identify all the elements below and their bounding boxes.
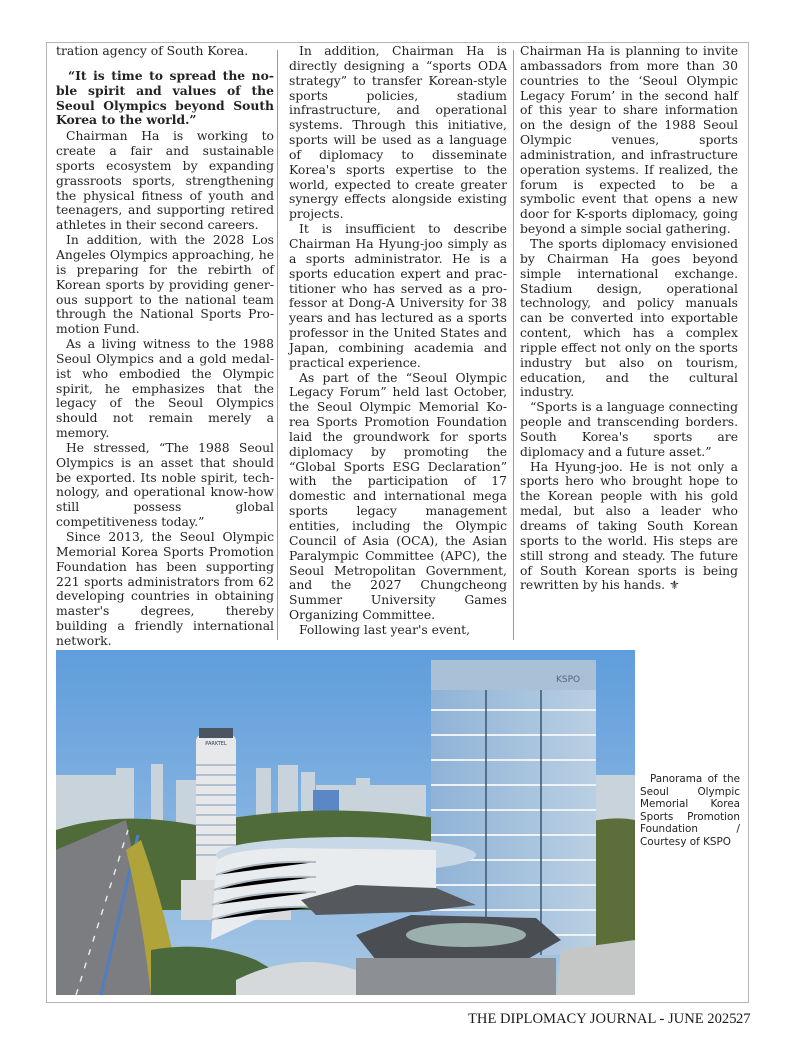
paragraph: tration agency of South Korea.	[56, 44, 249, 58]
building-sign: KSPO	[556, 675, 581, 685]
paragraph: It is insufficient to describe Chairman Ha Hyung-joo simply as a sports administrator. He is a sports education expert and practitioner who has served as a professor at Dong-A University for 38 years and has lectured as a sports professor in the United States and Japan, combining academia and practical experience.	[289, 222, 507, 370]
caption-text: Panorama of the Seoul Olympic Memorial Korea Sports Promotion Foundation / Courtesy of KSPO	[640, 773, 740, 848]
kspo-tower	[431, 660, 596, 955]
photo-caption	[640, 773, 740, 849]
article-body	[54, 44, 744, 648]
page-footer	[468, 1011, 753, 1028]
column-divider	[277, 50, 278, 640]
paragraph	[520, 460, 738, 594]
paragraph: He stressed, “The 1988 Seoul Olympics is an asset that should be exported. Its noble spirit, technology, and operational know-how still possess global competitiveness today.”	[56, 440, 274, 530]
article-column-1	[56, 44, 274, 648]
article-column-2	[289, 44, 507, 640]
paragraph: Since 2013, the Seoul Olympic Memorial Korea Sports Promotion Foundation has been supporting 221 sports administrators from 62 developing countries in obtaining master's degrees, thereby building a friendly international network.	[56, 530, 274, 648]
paragraph: Chairman Ha is planning to invite ambassadors from more than 30 countries to the ‘Seoul Olympic Legacy Forum’ in the second half of this year to share information on the design of the 1988 Seoul Olympic venues, sports administration, and infrastructure operation systems. If realized, the forum is expected to be a symbolic event that opens a new door for K-sports diplomacy, going beyond a simple social gathering.	[520, 44, 738, 237]
paragraph-text: Ha Hyung-joo. He is not only a sports hero who brought hope to the Korean people with his gold medal, but also a leader who dreams of taking South Korean sports to the world. His steps are still strong and steady. The future of South Korean sports is being rewritten by his hands.	[520, 459, 738, 593]
paragraph: Following last year's event,	[299, 622, 471, 637]
paragraph: As a living witness to the 1988 Seoul Olympics and a gold medalist who embodied the Olympic spirit, he emphasizes that the legacy of the Seoul Olympics should not remain merely a memory.	[56, 337, 274, 441]
paragraph: In addition, Chairman Ha is directly designing a “sports ODA strategy” to transfer Korean-style sports policies, stadium infrastructure, and operational systems. Through this initiative, sports will be used as a language of diplomacy to disseminate Korea's sports expertise to the world, expected to create greater synergy effects alongside existing projects.	[289, 44, 507, 222]
publication-name: THE DIPLOMACY JOURNAL - JUNE 2025	[468, 1011, 737, 1027]
end-mark-icon: ⚜	[669, 578, 680, 593]
page-number: 27	[736, 1011, 751, 1027]
blue-building	[313, 790, 339, 812]
paragraph: “Sports is a language connecting people and transcending borders. South Korea's sports are diplomacy and a future asset.”	[520, 400, 738, 459]
panorama-photo	[56, 650, 635, 995]
hotel-sign: PARKTEL	[205, 741, 227, 747]
pull-quote: “It is time to spread the noble spirit and values of the Seoul Olympics beyond South Korea to the world.”	[56, 67, 274, 128]
paragraph: Chairman Ha is working to create a fair and sustainable sports ecosystem by expanding grassroots sports, strengthening the physical fitness of youth and teenagers, and supporting retired athletes in their second careers.	[56, 129, 274, 233]
paragraph: As part of the “Seoul Olympic Legacy Forum” held last October, the Seoul Olympic Memorial Korea Sports Promotion Foundation laid the groundwork for sports diplomacy by promoting the “Global Sports ESG Declaration” with the participation of 17 domestic and international mega sports legacy management entities, including the Olympic Council of Asia (OCA), the Asian Paralympic Committee (APC), the Seoul Metropolitan Government, and the 2027 Chungcheong Summer University Games Organizing Committee.	[289, 370, 507, 623]
photo-illustration	[56, 650, 635, 995]
article-column-3	[520, 44, 738, 640]
paragraph: In addition, with the 2028 Los Angeles Olympics approaching, he is preparing for the rebirth of Korean sports by providing generous support to the national team through the National Sports Promotion Fund.	[56, 233, 274, 337]
paragraph: The sports diplomacy envisioned by Chairman Ha goes beyond simple international exchange. Stadium design, operational technology, and policy manuals can be converted into exportable content, which has a complex ripple effect not only on the sports industry but also on tourism, education, and the cultural industry.	[520, 236, 738, 400]
column-divider	[513, 50, 514, 640]
